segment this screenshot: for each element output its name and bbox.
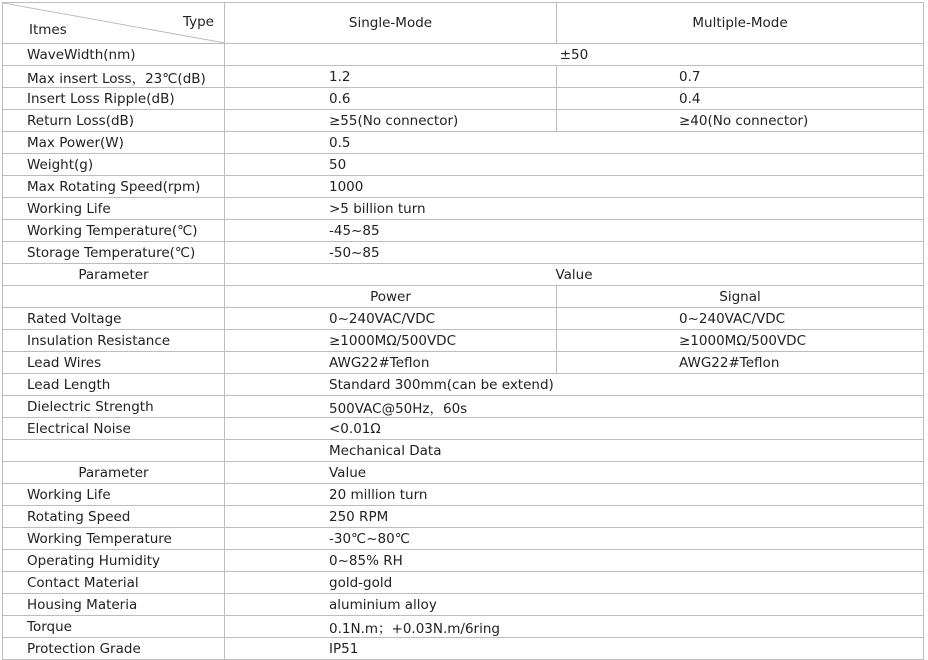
type-header: Type bbox=[182, 14, 214, 30]
value-header: Value bbox=[225, 264, 924, 286]
row-label: Contact Material bbox=[3, 572, 225, 594]
parameter-header: Parameter bbox=[3, 264, 225, 286]
row-label: Rotating Speed bbox=[3, 506, 225, 528]
row-label: Max Power(W) bbox=[3, 132, 225, 154]
electrical-header-row bbox=[3, 264, 924, 286]
empty-cell bbox=[3, 286, 225, 308]
row-label: Storage Temperature(℃) bbox=[3, 242, 225, 264]
mechanical-header-row bbox=[3, 462, 924, 484]
row-value: 20 million turn bbox=[225, 484, 924, 506]
mechanical-data-title: Mechanical Data bbox=[225, 440, 924, 462]
row-value: 0.1N.m；+0.03N.m/6ring bbox=[225, 616, 924, 638]
signal-value: AWG22#Teflon bbox=[557, 352, 924, 374]
table-row bbox=[3, 132, 924, 154]
row-value: 250 RPM bbox=[225, 506, 924, 528]
row-label: Dielectric Strength bbox=[3, 396, 225, 418]
row-value: -45~85 bbox=[225, 220, 924, 242]
row-label: Torque bbox=[3, 616, 225, 638]
signal-value: 0~240VAC/VDC bbox=[557, 308, 924, 330]
single-mode-value: ≥55(No connector) bbox=[225, 110, 557, 132]
row-label: Insert Loss Ripple(dB) bbox=[3, 88, 225, 110]
row-label: Max Rotating Speed(rpm) bbox=[3, 176, 225, 198]
table-row bbox=[3, 352, 924, 374]
row-label: Housing Materia bbox=[3, 594, 225, 616]
single-mode-value: 1.2 bbox=[225, 66, 557, 88]
row-value: 0~85% RH bbox=[225, 550, 924, 572]
table-row bbox=[3, 638, 924, 660]
row-value: 50 bbox=[225, 154, 924, 176]
power-value: 0~240VAC/VDC bbox=[225, 308, 557, 330]
table-row bbox=[3, 88, 924, 110]
table-row bbox=[3, 396, 924, 418]
multiple-mode-value: 0.4 bbox=[557, 88, 924, 110]
items-type-corner-cell bbox=[3, 3, 225, 44]
electrical-subheader-row bbox=[3, 286, 924, 308]
row-value: <0.01Ω bbox=[225, 418, 924, 440]
row-label: Working Life bbox=[3, 198, 225, 220]
power-value: ≥1000MΩ/500VDC bbox=[225, 330, 557, 352]
signal-value: ≥1000MΩ/500VDC bbox=[557, 330, 924, 352]
signal-header: Signal bbox=[557, 286, 924, 308]
specification-table bbox=[2, 2, 924, 660]
row-label: Working Temperature bbox=[3, 528, 225, 550]
single-mode-value: 0.6 bbox=[225, 88, 557, 110]
row-label: Protection Grade bbox=[3, 638, 225, 660]
table-row bbox=[3, 550, 924, 572]
multiple-mode-value: 0.7 bbox=[557, 66, 924, 88]
row-value: aluminium alloy bbox=[225, 594, 924, 616]
table-row bbox=[3, 528, 924, 550]
table-row bbox=[3, 154, 924, 176]
power-value: AWG22#Teflon bbox=[225, 352, 557, 374]
table-row bbox=[3, 198, 924, 220]
table-row bbox=[3, 506, 924, 528]
table-row bbox=[3, 176, 924, 198]
table-row bbox=[3, 66, 924, 88]
table-row bbox=[3, 330, 924, 352]
empty-cell bbox=[3, 440, 225, 462]
row-label: Lead Length bbox=[3, 374, 225, 396]
table-row bbox=[3, 44, 924, 66]
multiple-mode-header: Multiple-Mode bbox=[557, 3, 924, 44]
row-value: ±50 bbox=[225, 44, 924, 66]
power-header: Power bbox=[225, 286, 557, 308]
row-value: 500VAC@50Hz，60s bbox=[225, 396, 924, 418]
table-header-row bbox=[3, 3, 924, 44]
mechanical-title-row bbox=[3, 440, 924, 462]
row-label: Working Temperature(℃) bbox=[3, 220, 225, 242]
row-value: IP51 bbox=[225, 638, 924, 660]
value-header: Value bbox=[225, 462, 924, 484]
items-header: Itmes bbox=[29, 22, 67, 38]
row-value: -30℃~80℃ bbox=[225, 528, 924, 550]
table-row bbox=[3, 242, 924, 264]
row-label: Working Life bbox=[3, 484, 225, 506]
table-row bbox=[3, 616, 924, 638]
row-label: Operating Humidity bbox=[3, 550, 225, 572]
table-row bbox=[3, 110, 924, 132]
table-row bbox=[3, 572, 924, 594]
multiple-mode-value: ≥40(No connector) bbox=[557, 110, 924, 132]
row-label: Max insert Loss，23℃(dB) bbox=[3, 66, 225, 88]
row-value: 0.5 bbox=[225, 132, 924, 154]
row-value: Standard 300mm(can be extend) bbox=[225, 374, 924, 396]
row-label: Weight(g) bbox=[3, 154, 225, 176]
table-row bbox=[3, 308, 924, 330]
row-label: Rated Voltage bbox=[3, 308, 225, 330]
row-label: Return Loss(dB) bbox=[3, 110, 225, 132]
row-value: >5 billion turn bbox=[225, 198, 924, 220]
table-row bbox=[3, 418, 924, 440]
single-mode-header: Single-Mode bbox=[225, 3, 557, 44]
table-row bbox=[3, 594, 924, 616]
table-row bbox=[3, 374, 924, 396]
parameter-header: Parameter bbox=[3, 462, 225, 484]
row-value: gold-gold bbox=[225, 572, 924, 594]
row-label: WaveWidth(nm) bbox=[3, 44, 225, 66]
row-label: Electrical Noise bbox=[3, 418, 225, 440]
row-label: Insulation Resistance bbox=[3, 330, 225, 352]
table-row bbox=[3, 220, 924, 242]
table-row bbox=[3, 484, 924, 506]
row-label: Lead Wires bbox=[3, 352, 225, 374]
row-value: 1000 bbox=[225, 176, 924, 198]
row-value: -50~85 bbox=[225, 242, 924, 264]
